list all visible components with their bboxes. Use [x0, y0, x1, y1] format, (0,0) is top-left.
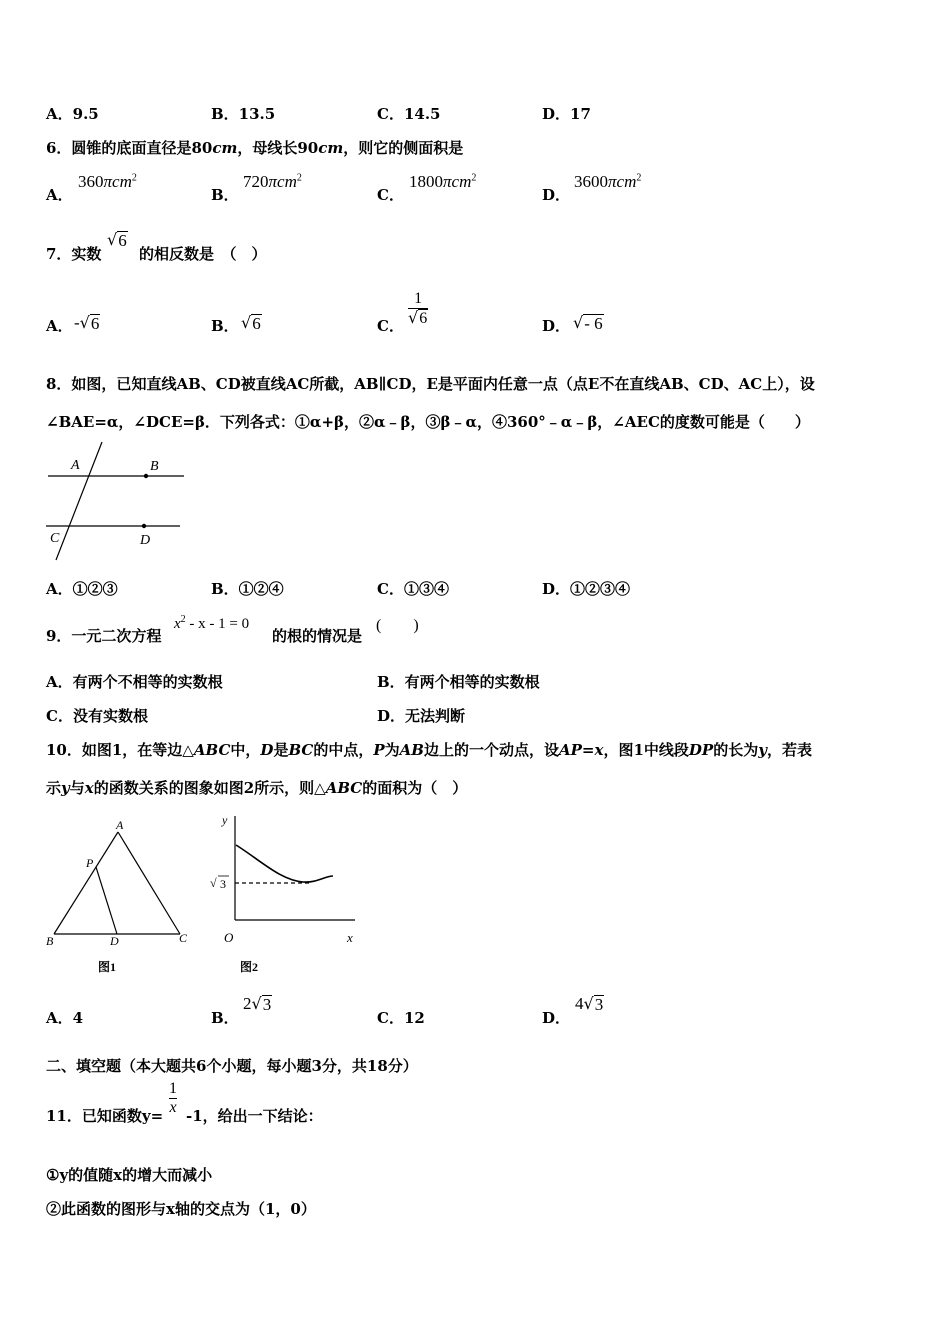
q11-stem-prefix: 11．已知函数y= — [46, 1107, 164, 1125]
q8-option-a: A．①②③ — [46, 580, 118, 598]
q11-conclusion-2: ②此函数的图形与x轴的交点为（1，0） — [46, 1200, 316, 1218]
q7-option-d-value: √ - 6 — [573, 313, 603, 333]
q5-option-d: D．17 — [542, 105, 591, 123]
label-c: C — [50, 531, 60, 546]
q6-option-a-value: 360πcm$^2$ — [78, 172, 137, 191]
label-b: B — [150, 459, 159, 474]
q9-stem-suffix: 的根的情况是 — [272, 627, 363, 645]
q10-option-b-value: 2 √ 3 — [243, 994, 272, 1014]
side-ac — [118, 832, 180, 934]
q5-option-c: C．14.5 — [377, 105, 441, 123]
q6-stem: 6．圆锥的底面直径是80cm，母线长90cm，则它的侧面积是 — [46, 139, 464, 157]
label-a: A — [116, 818, 124, 832]
q10-option-a: A．4 — [46, 1009, 84, 1027]
label-sqrt3-radical: √ — [210, 876, 217, 890]
q9-option-d: D．无法判断 — [377, 707, 466, 725]
q11-conclusion-1: ①y的值随x的增大而减小 — [46, 1166, 213, 1184]
point-d — [142, 524, 146, 528]
label-sqrt3: 3 — [220, 877, 226, 891]
side-ab — [54, 832, 118, 934]
q7-stem-sqrt6: √ 6 — [107, 230, 127, 250]
label-d: D — [110, 934, 119, 948]
q10-option-c: C．12 — [377, 1009, 425, 1027]
q8-option-b: B．①②④ — [211, 580, 284, 598]
q11-stem-suffix: -1，给出一下结论： — [186, 1107, 323, 1125]
q10-figure-2 — [205, 810, 365, 980]
q7-stem-prefix: 7．实数 — [46, 245, 102, 263]
q7-option-b-label: B． — [211, 317, 239, 335]
q6-option-a-label: A． — [46, 186, 73, 204]
label-c: C — [179, 931, 188, 945]
label-x: x — [347, 930, 353, 945]
q10-option-d-value: 4 √ 3 — [575, 994, 604, 1014]
q7-option-c-label: C． — [377, 317, 404, 335]
point-b — [144, 474, 148, 478]
q7-option-b-value: √ 6 — [241, 313, 261, 333]
q9-option-b: B．有两个相等的实数根 — [377, 673, 540, 691]
q10-figure-1 — [40, 812, 195, 982]
q10-option-b-label: B． — [211, 1009, 239, 1027]
q9-stem-prefix: 9．一元二次方程 — [46, 627, 162, 645]
q8-figure — [40, 438, 190, 566]
q5-option-b: B．13.5 — [211, 105, 276, 123]
label-origin: O — [224, 930, 234, 945]
q6-option-c-label: C． — [377, 186, 404, 204]
function-curve — [236, 845, 333, 882]
q7-option-c-fraction: 1 √ 6 — [408, 290, 428, 327]
section-2-title: 二、填空题（本大题共6个小题，每小题3分，共18分） — [46, 1057, 418, 1075]
q10-stem-line2: 示y与x的函数关系的图象如图2所示，则△ABC的面积为（ ） — [46, 779, 468, 797]
caption-fig2: 图2 — [240, 960, 259, 974]
q7-option-d-label: D． — [542, 317, 571, 335]
q7-stem-suffix: 的相反数是 （ ） — [139, 245, 267, 263]
q9-option-a: A．有两个不相等的实数根 — [46, 673, 223, 691]
q7-option-a-value: - √ 6 — [74, 313, 100, 333]
q11-fraction: 1 x — [169, 1080, 177, 1116]
q6-option-b-value: 720πcm$^2$ — [243, 172, 302, 191]
q5-option-a: A．9.5 — [46, 105, 99, 123]
q7-option-a-label: A． — [46, 317, 73, 335]
segment-dp — [96, 867, 117, 934]
q9-answer-paren: ( ) — [376, 617, 419, 634]
q6-option-d-label: D． — [542, 186, 571, 204]
q8-option-c: C．①③④ — [377, 580, 449, 598]
label-b: B — [46, 934, 54, 948]
caption-fig1: 图1 — [98, 960, 117, 974]
q6-option-b-label: B． — [211, 186, 239, 204]
label-a: A — [71, 458, 80, 473]
q6-option-d-value: 3600πcm$^2$ — [574, 172, 642, 191]
q8-stem-line2: ∠BAE=α，∠DCE=β．下列各式：①α+β，②α﹣β，③β﹣α，④360°﹣α﹣β，∠AEC的度数可能是（ ） — [46, 413, 810, 431]
q8-stem-line1: 8．如图，已知直线AB、CD被直线AC所截，AB∥CD，E是平面内任意一点（点E不在直线AB、CD、AC上），设 — [46, 375, 815, 393]
q10-stem-line1: 10．如图1，在等边△ABC中，D是BC的中点，P为AB边上的一个动点，设AP=x，图1中线段DP的长为y，若表 — [46, 741, 812, 759]
q9-equation: $x^2 - x - 1 = 0$ — [174, 614, 250, 632]
label-y: y — [222, 813, 228, 827]
q8-option-d: D．①②③④ — [542, 580, 631, 598]
q6-option-c-value: 1800πcm$^2$ — [409, 172, 477, 191]
label-p: P — [86, 856, 94, 870]
q9-option-c: C．没有实数根 — [46, 707, 148, 725]
label-d: D — [140, 533, 151, 548]
q10-option-d-label: D． — [542, 1009, 571, 1027]
